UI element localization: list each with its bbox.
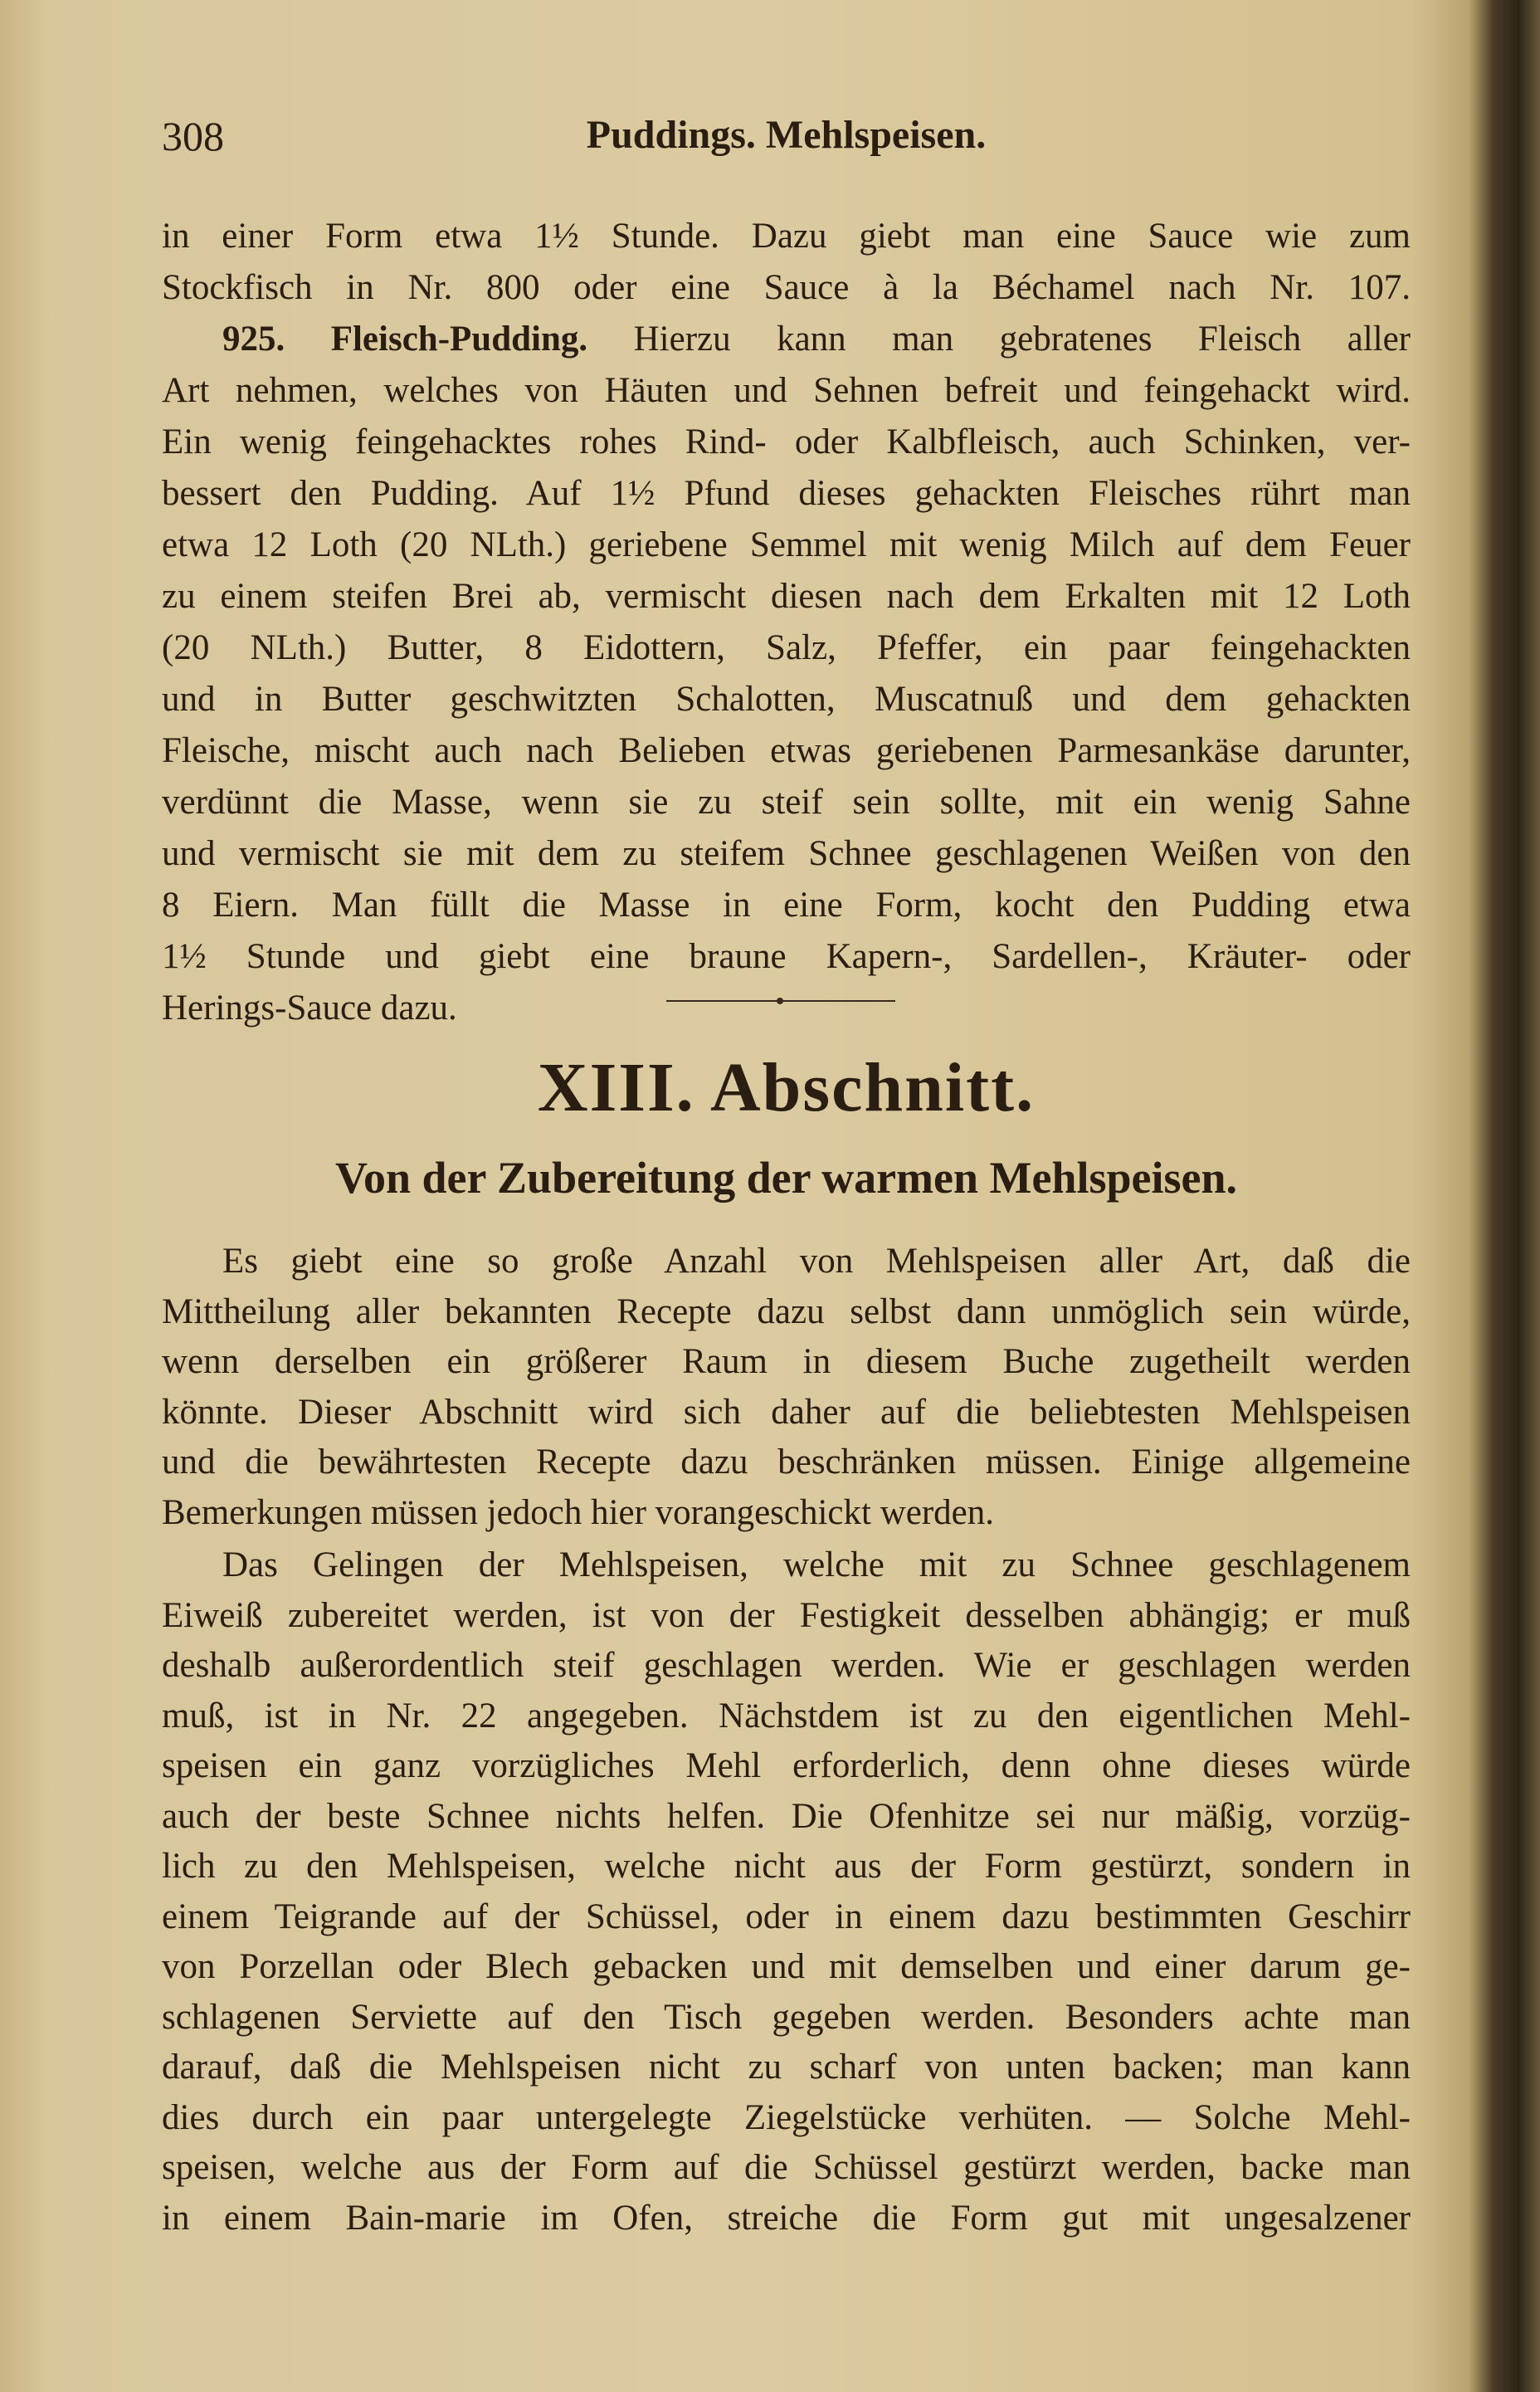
text-line: Stockfisch in Nr. 800 oder eine Sauce à la Béchamel nach Nr. 107. [162,268,1411,307]
text-line: Das Gelingen der Mehlspeisen, welche mit zu Schnee geschlagenem [222,1545,1411,1584]
text-line: Herings-Sauce dazu. [162,989,457,1028]
section-title: XIII. Abschnitt. [537,1049,1036,1126]
text-line: speisen ein ganz vorzügliches Mehl erforderlich, denn ohne dieses würde [162,1746,1411,1785]
section-subtitle: Von der Zubereitung der warmen Mehlspeisen. [334,1153,1238,1203]
recipe-title: Fleisch-Pudding. [330,320,588,359]
recipe-continuation-and-925 [162,211,1411,1034]
text-line: dies durch ein paar untergelegte Ziegelstücke verhüten. — Solche Mehl- [162,2097,1411,2137]
intro-paragraph [162,1237,1411,1538]
text-line: (20 NLth.) Butter, 8 Eidottern, Salz, Pfeffer, ein paar feingehackten [162,628,1411,667]
text-line: 8 Eiern. Man füllt die Masse in eine Form, kocht den Pudding etwa [162,886,1411,925]
text-line: auch der beste Schnee nichts helfen. Die Ofenhitze sei nur mäßig, vorzüg- [162,1796,1411,1836]
recipe-text: Hierzu kann man gebratenes Fleisch aller [633,320,1411,359]
recipe-heading-line [162,314,1411,365]
text-line: etwa 12 Loth (20 NLth.) geriebene Semmel mit wenig Milch auf dem Feuer [162,525,1411,564]
text-line: in einem Bain-marie im Ofen, streiche die Form gut mit ungesalzener [162,2198,1411,2238]
recipe-number: 925. [222,320,285,359]
text-line: deshalb außerordentlich steif geschlagen werden. Wie er geschlagen werden [162,1646,1411,1685]
text-line: bessert den Pudding. Auf 1½ Pfund dieses gehackten Fleisches rührt man [162,474,1411,513]
text-line: Bemerkungen müssen jedoch hier vorangeschickt werden. [162,1492,995,1532]
text-line: von Porzellan oder Blech gebacken und mit demselben und einer darum ge- [162,1947,1411,1986]
text-line: Eiweiß zubereitet werden, ist von der Festigkeit desselben abhängig; er muß [162,1595,1411,1635]
text-line: einem Teigrande auf der Schüssel, oder in einem dazu bestimmten Geschirr [162,1897,1411,1936]
text-line: und vermischt sie mit dem zu steifem Schnee geschlagenen Weißen von den [162,834,1411,873]
running-title: Puddings. Mehlspeisen. [586,113,987,157]
text-line: Art nehmen, welches von Häuten und Sehnen befreit und feingehackt wird. [162,371,1411,410]
text-line: speisen, welche aus der Form auf die Schüssel gestürzt werden, backe man [162,2148,1411,2187]
divider-ornament [777,998,783,1004]
text-line: Mittheilung aller bekannten Recepte dazu selbst dann unmöglich sein würde, [162,1291,1411,1331]
body-paragraph [162,1540,1411,2243]
page-number: 308 [162,113,224,159]
text-line: könnte. Dieser Abschnitt wird sich daher auf die beliebtesten Mehlspeisen [162,1392,1411,1432]
text-line: schlagenen Serviette auf den Tisch gegeben werden. Besonders achte man [162,1997,1411,2037]
text-line: in einer Form etwa 1½ Stunde. Dazu giebt man eine Sauce wie zum [162,217,1411,256]
text-line: lich zu den Mehlspeisen, welche nicht aus der Form gestürzt, sondern in [162,1847,1411,1886]
text-line: wenn derselben ein größerer Raum in diesem Buche zugetheilt werden [162,1342,1411,1381]
text-line: verdünnt die Masse, wenn sie zu steif sein sollte, mit ein wenig Sahne [162,783,1411,822]
text-line: 1½ Stunde und giebt eine braune Kapern-, Sardellen-, Kräuter- oder [162,937,1411,976]
text-line: zu einem steifen Brei ab, vermischt diesen nach dem Erkalten mit 12 Loth [162,577,1411,616]
text-line: Fleische, mischt auch nach Belieben etwas geriebenen Parmesankäse darunter, [162,731,1411,770]
text-line: Ein wenig feingehacktes rohes Rind- oder Kalbfleisch, auch Schinken, ver- [162,422,1411,461]
text-line: und in Butter geschwitzten Schalotten, Muscatnuß und dem gehackten [162,680,1411,719]
text-line: muß, ist in Nr. 22 angegeben. Nächstdem ist zu den eigentlichen Mehl- [162,1696,1411,1735]
text-line: darauf, daß die Mehlspeisen nicht zu scharf von unten backen; man kann [162,2048,1411,2087]
text-line: Es giebt eine so große Anzahl von Mehlspeisen aller Art, daß die [222,1242,1411,1281]
text-line: und die bewährtesten Recepte dazu beschränken müssen. Einige allgemeine [162,1443,1411,1482]
